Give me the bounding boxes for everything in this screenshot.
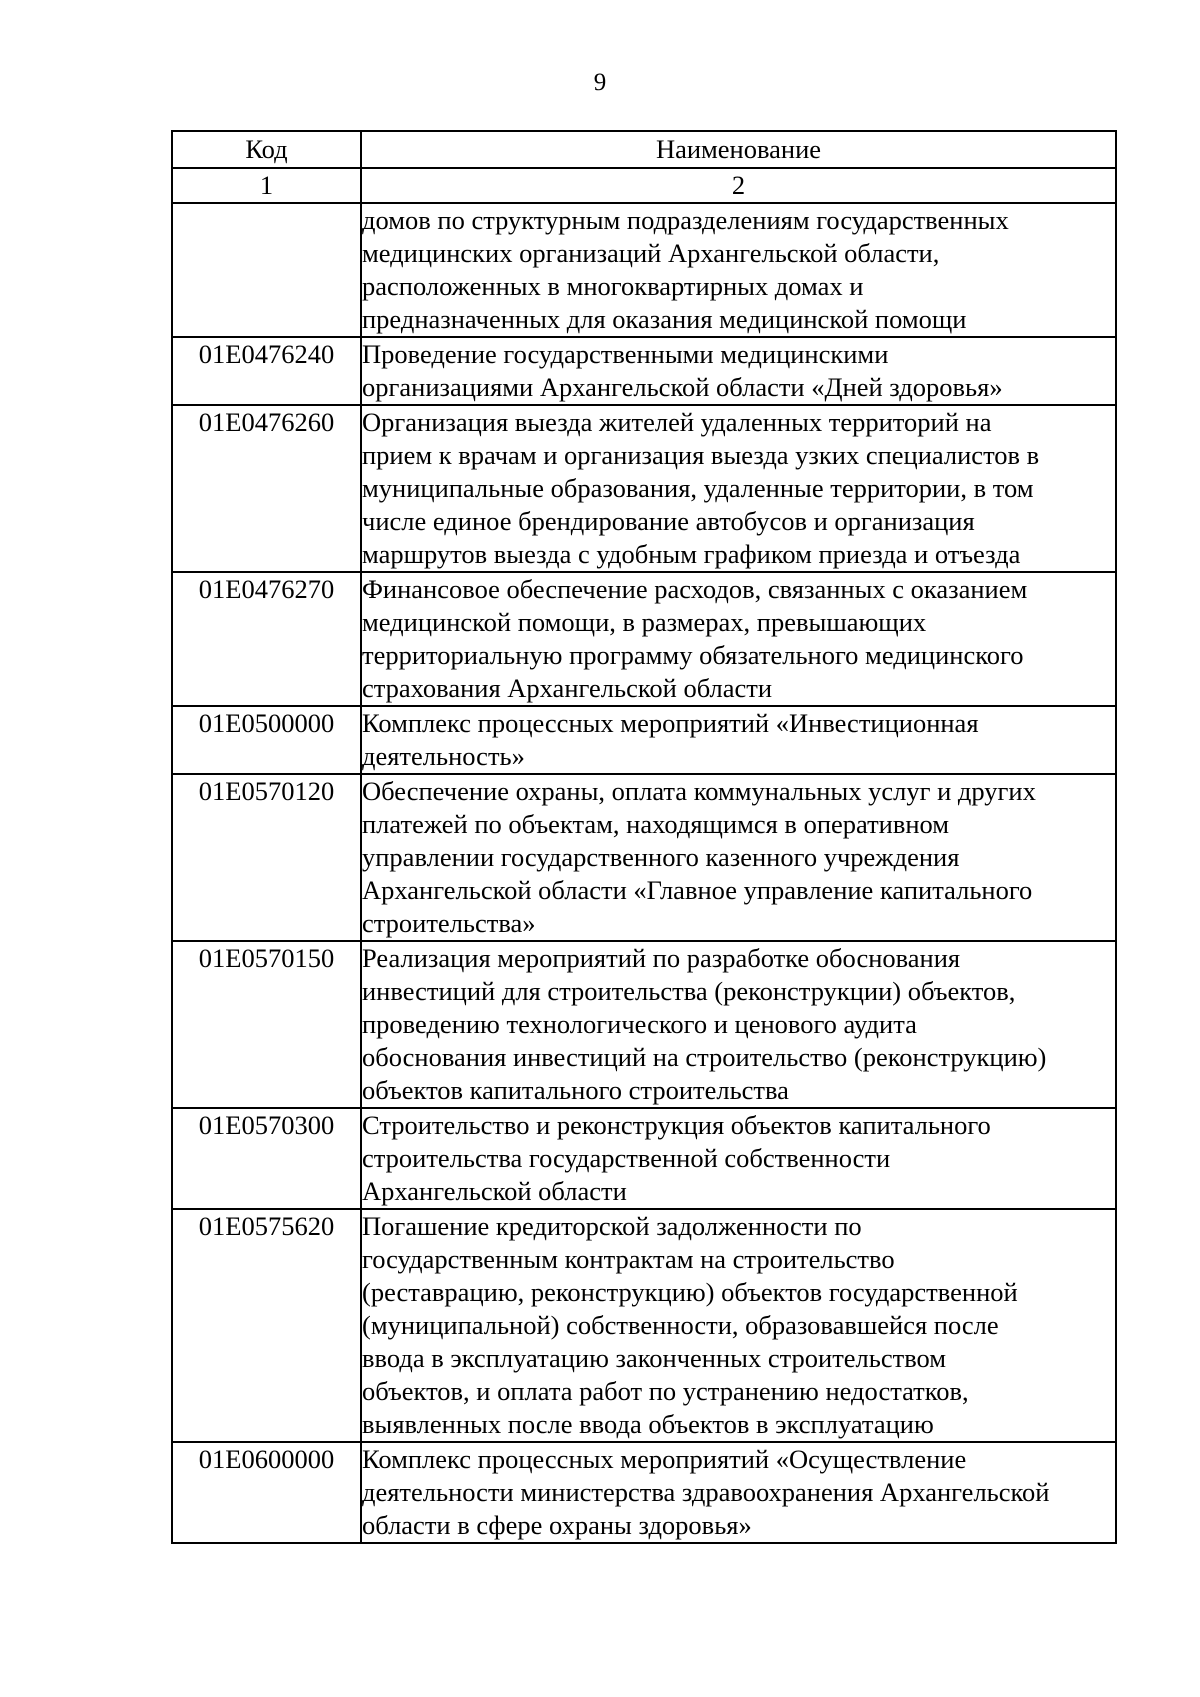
row-code: 01Е0500000	[172, 706, 361, 774]
row-name-line: деятельность»	[362, 741, 525, 771]
column-number-code: 1	[172, 168, 361, 203]
row-name-line: Комплекс процессных мероприятий «Осуществление	[362, 1444, 967, 1474]
row-code: 01Е0570120	[172, 774, 361, 941]
row-name-line: Реализация мероприятий по разработке обоснования	[362, 943, 961, 973]
row-code	[172, 203, 361, 337]
table-row	[172, 405, 1116, 572]
row-name-line: территориальную программу обязательного медицинского	[362, 640, 1024, 670]
row-name-line: проведению технологического и ценового аудита	[362, 1009, 917, 1039]
row-code: 01Е0476270	[172, 572, 361, 706]
row-code: 01Е0600000	[172, 1442, 361, 1543]
row-name	[361, 572, 1116, 706]
row-name-line: прием к врачам и организация выезда узких специалистов в	[362, 440, 1040, 470]
row-name-line: медицинской помощи, в размерах, превышающих	[362, 607, 927, 637]
row-name-line: маршрутов выезда с удобным графиком приезда и отъезда	[362, 539, 1021, 569]
row-name	[361, 774, 1116, 941]
column-header-name: Наименование	[361, 131, 1116, 168]
budget-codes-table	[171, 130, 1117, 1544]
row-name-line: домов по структурным подразделениям государственных	[362, 205, 1009, 235]
row-name-line: Комплекс процессных мероприятий «Инвестиционная	[362, 708, 979, 738]
row-name	[361, 1108, 1116, 1209]
row-name-line: Организация выезда жителей удаленных территорий на	[362, 407, 992, 437]
table-row	[172, 1442, 1116, 1543]
table-row	[172, 1108, 1116, 1209]
row-name-line: Финансовое обеспечение расходов, связанных с оказанием	[362, 574, 1028, 604]
row-name-line: области в сфере охраны здоровья»	[362, 1510, 752, 1540]
row-name-line: Проведение государственными медицинскими	[362, 339, 889, 369]
row-name	[361, 706, 1116, 774]
row-code: 01Е0476240	[172, 337, 361, 405]
row-name-line: обоснования инвестиций на строительство (реконструкцию)	[362, 1042, 1047, 1072]
row-name-line: (реставрацию, реконструкцию) объектов государственной	[362, 1277, 1018, 1307]
column-header-code: Код	[172, 131, 361, 168]
table-row	[172, 774, 1116, 941]
row-name-line: ввода в эксплуатацию законченных строительством	[362, 1343, 947, 1373]
row-name	[361, 941, 1116, 1108]
row-name-line: управлении государственного казенного учреждения	[362, 842, 960, 872]
row-name-line: расположенных в многоквартирных домах и	[362, 271, 864, 301]
row-name-line: Строительство и реконструкция объектов капитального	[362, 1110, 991, 1140]
table-row	[172, 572, 1116, 706]
row-name-line: Обеспечение охраны, оплата коммунальных услуг и других	[362, 776, 1036, 806]
row-name-line: медицинских организаций Архангельской области,	[362, 238, 940, 268]
row-name-line: выявленных после ввода объектов в эксплуатацию	[362, 1409, 934, 1439]
row-name	[361, 337, 1116, 405]
row-name	[361, 1209, 1116, 1442]
row-name-line: Погашение кредиторской задолженности по	[362, 1211, 862, 1241]
row-name	[361, 405, 1116, 572]
row-name-line: организациями Архангельской области «Дней здоровья»	[362, 372, 1003, 402]
row-name-line: страхования Архангельской области	[362, 673, 773, 703]
table-row	[172, 337, 1116, 405]
row-name-line: платежей по объектам, находящимся в оперативном	[362, 809, 950, 839]
column-numbering-row	[172, 168, 1116, 203]
row-name-line: предназначенных для оказания медицинской помощи	[362, 304, 967, 334]
row-name-line: Архангельской области «Главное управление капитального	[362, 875, 1033, 905]
row-code: 01Е0476260	[172, 405, 361, 572]
row-code: 01Е0575620	[172, 1209, 361, 1442]
row-name-line: государственным контрактам на строительство	[362, 1244, 895, 1274]
row-name-line: объектов, и оплата работ по устранению недостатков,	[362, 1376, 969, 1406]
page-number: 9	[593, 69, 607, 96]
table-header-row	[172, 131, 1116, 168]
row-name-line: деятельности министерства здравоохранения Архангельской	[362, 1477, 1050, 1507]
table-row	[172, 1209, 1116, 1442]
row-name-line: инвестиций для строительства (реконструкции) объектов,	[362, 976, 1016, 1006]
row-name-line: числе единое брендирование автобусов и организация	[362, 506, 975, 536]
row-code: 01Е0570150	[172, 941, 361, 1108]
row-name	[361, 203, 1116, 337]
row-name-line: строительства»	[362, 908, 536, 938]
row-name	[361, 1442, 1116, 1543]
table-row	[172, 941, 1116, 1108]
row-name-line: строительства государственной собственности	[362, 1143, 891, 1173]
row-name-line: объектов капитального строительства	[362, 1075, 789, 1105]
row-name-line: муниципальные образования, удаленные территории, в том	[362, 473, 1034, 503]
row-name-line: (муниципальной) собственности, образовавшейся после	[362, 1310, 999, 1340]
row-name-line: Архангельской области	[362, 1176, 627, 1206]
row-code: 01Е0570300	[172, 1108, 361, 1209]
table-row	[172, 706, 1116, 774]
column-number-name: 2	[361, 168, 1116, 203]
table-row	[172, 203, 1116, 337]
